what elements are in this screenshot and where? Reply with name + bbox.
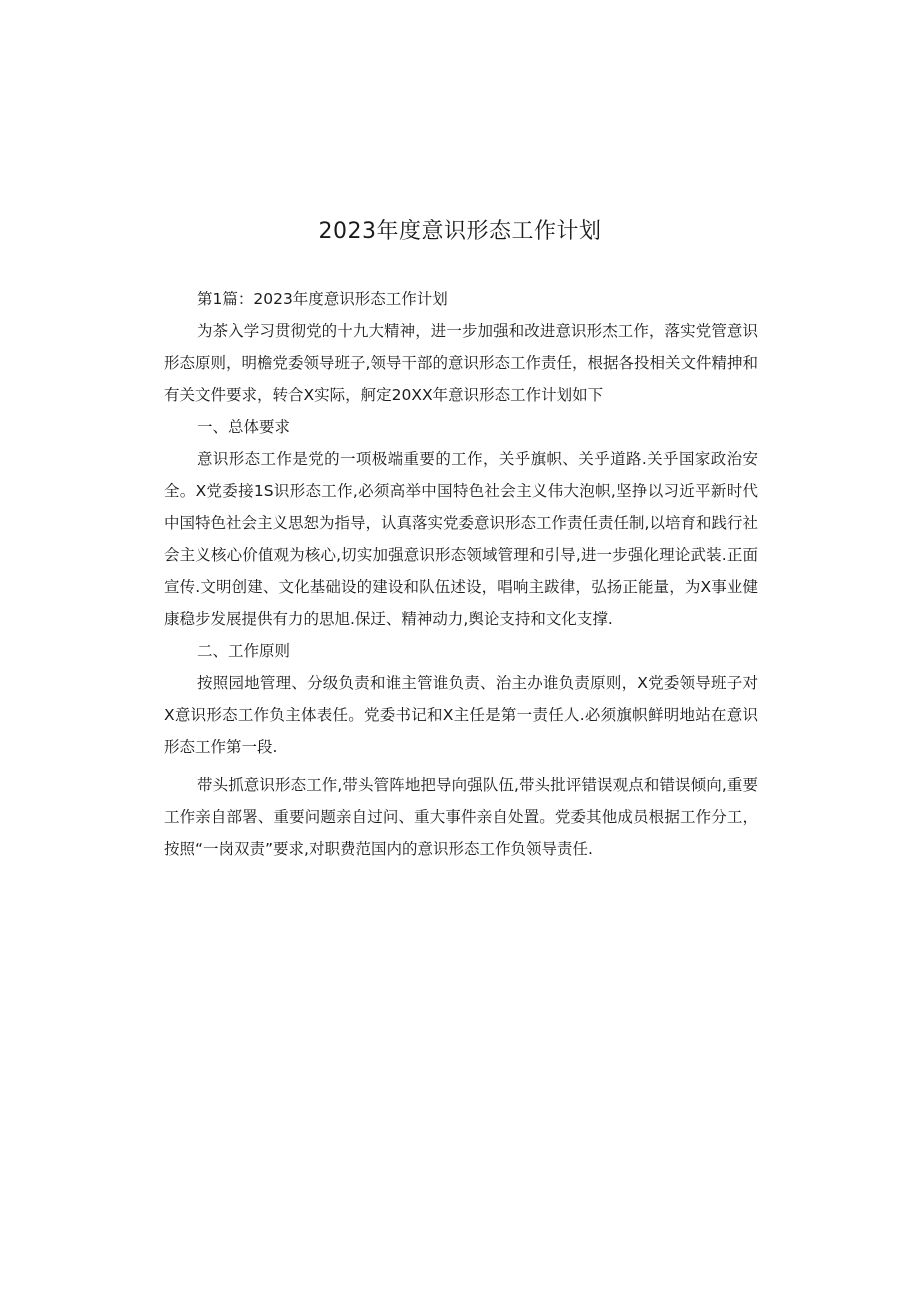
work-principles-paragraph: 按照园地管理、分级负责和谁主管谁负责、治主办谁负责原则，X党委领导班子对X意识形态工作负主体表任。党委书记和X主任是第一责任人.必须旗帜鲜明地站在意识形态工作第一段. <box>164 674 758 756</box>
section-heading-overall-requirements: 一、总体要求 <box>197 418 291 436</box>
document-title: 2023年度意识形态工作计划 <box>318 219 602 244</box>
leadership-paragraph: 带头抓意识形态工作,带头管阵地把导向强队伍,带头批评错误观点和错误倾向,重要工作亲自部署、重要问题亲自过问、重大事件亲自处置。党委其他成员根据工作分工，按照“一岗双责”要求,对职费范国内的意识形态工作负领导责任. <box>164 776 758 858</box>
section-heading-part1: 第1篇：2023年度意识形态工作计划 <box>197 290 448 308</box>
document-body <box>164 283 758 865</box>
overall-requirements-paragraph: 意识形态工作是党的一项极端重要的工作，关乎旗帜、关乎道路.关乎国家政治安全。X党委接1S识形态工作,必须高举中国特色社会主义伟大泡帜,坚挣以习近平新时代中国特色社会主义思恕为指导，认真落实党委意识形态工作责任责任制,以培育和践行社会主义核心价值观为核心,切实加强意识形态领域管理和引导,进一步强化理论武装.正面宣传.文明创建、文化基础设的建设和队伍述设，唱响主跋律，弘扬正能量，为X事业健康稳步发展提供有力的思旭.保迂、精神动力,舆论支持和文化支撑. <box>164 450 758 628</box>
section-heading-work-principles: 二、工作原则 <box>197 642 291 660</box>
intro-paragraph: 为茶入学习贯彻党的十九大精神，进一步加强和改进意识形杰工作，落实党管意识形态原则，明檐党委领导班子,领导干部的意识形态工作责任，根据各投相关文件精抻和有关文件要求，转合X实际，舸定20XX年意识形态工作计划如下 <box>164 322 758 404</box>
